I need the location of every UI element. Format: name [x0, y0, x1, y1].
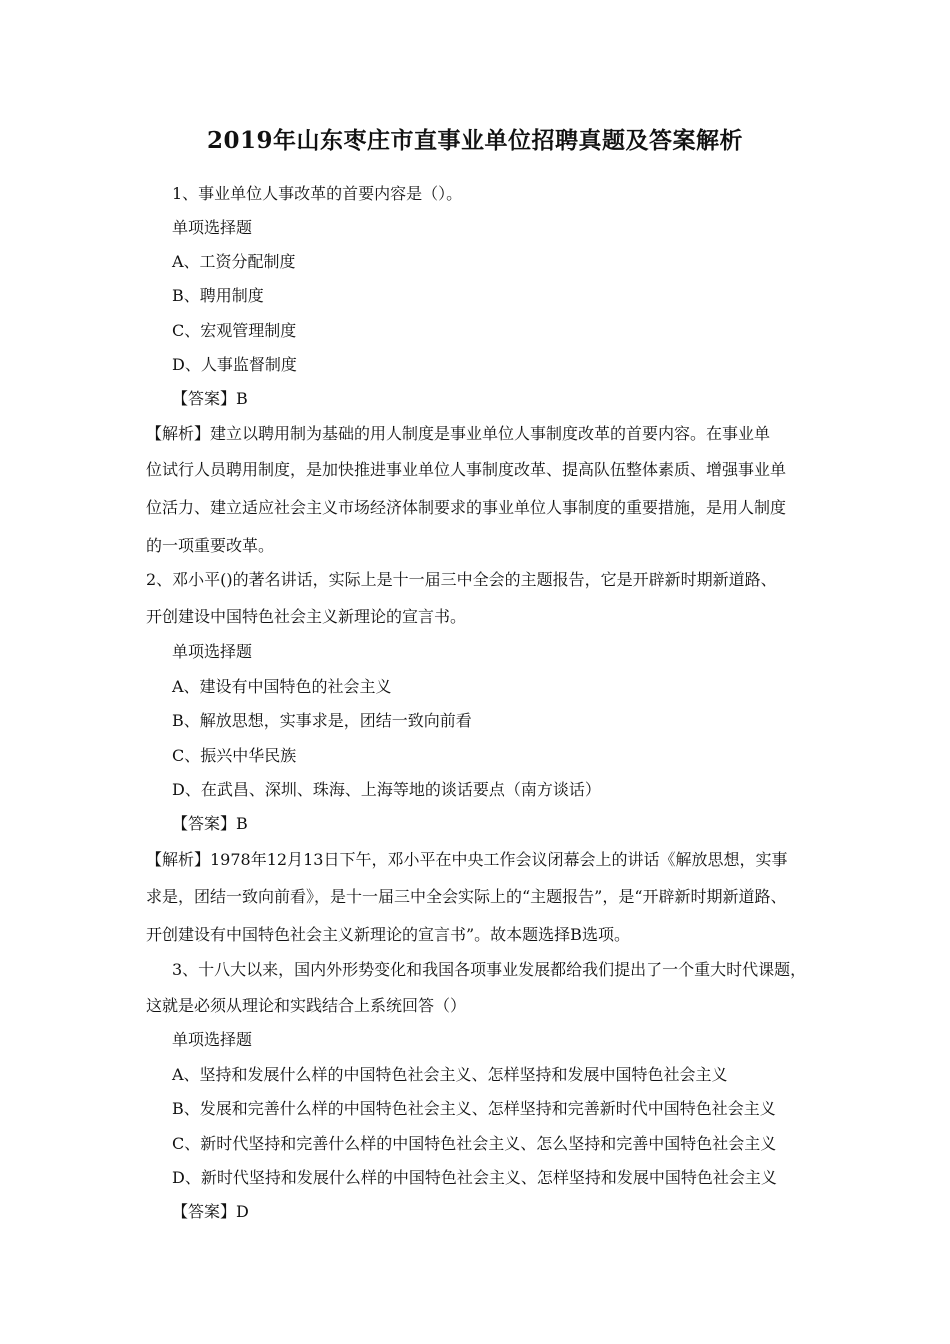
question-1-type: 单项选择题	[172, 218, 253, 237]
question-1-stem: 1、事业单位人事改革的首要内容是（）。	[172, 184, 463, 203]
question-3-option-c: C、新时代坚持和完善什么样的中国特色社会主义、怎么坚持和完善中国特色社会主义	[172, 1134, 777, 1153]
question-1-option-b: B、聘用制度	[172, 286, 264, 305]
question-3-option-a: A、坚持和发展什么样的中国特色社会主义、怎样坚持和发展中国特色社会主义	[172, 1065, 728, 1084]
question-1-option-d: D、人事监督制度	[172, 355, 297, 374]
question-2-answer: 【答案】B	[172, 814, 248, 833]
question-2-analysis-line: 开创建设有中国特色社会主义新理论的宣言书”。故本题选择B选项。	[146, 925, 630, 944]
question-2-option-b: B、解放思想，实事求是，团结一致向前看	[172, 711, 472, 730]
question-1-answer: 【答案】B	[172, 389, 248, 408]
question-3-stem: 这就是必须从理论和实践结合上系统回答（）	[146, 996, 467, 1015]
question-2-option-c: C、振兴中华民族	[172, 746, 297, 765]
question-1-analysis-line: 【解析】建立以聘用制为基础的用人制度是事业单位人事制度改革的首要内容。在事业单	[146, 424, 771, 443]
question-1-option-c: C、宏观管理制度	[172, 321, 297, 340]
question-1-option-a: A、工资分配制度	[172, 252, 296, 271]
question-3-answer: 【答案】D	[172, 1202, 249, 1221]
question-3-option-b: B、发展和完善什么样的中国特色社会主义、怎样坚持和完善新时代中国特色社会主义	[172, 1099, 776, 1118]
page-title: 2019年山东枣庄市直事业单位招聘真题及答案解析	[206, 127, 743, 154]
question-2-type: 单项选择题	[172, 642, 253, 661]
question-2-analysis-line: 【解析】1978年12月13日下午，邓小平在中央工作会议闭幕会上的讲话《解放思想，实事	[146, 850, 788, 869]
question-3-option-d: D、新时代坚持和发展什么样的中国特色社会主义、怎样坚持和发展中国特色社会主义	[172, 1168, 777, 1187]
question-2-analysis-line: 求是，团结一致向前看》，是十一届三中全会实际上的“主题报告”，是“开辟新时期新道路、	[146, 887, 787, 906]
question-2-stem: 2、邓小平()的著名讲话，实际上是十一届三中全会的主题报告，它是开辟新时期新道路、	[146, 570, 777, 589]
question-3-stem: 3、十八大以来，国内外形势变化和我国各项事业发展都给我们提出了一个重大时代课题，	[172, 960, 807, 979]
question-2-stem: 开创建设中国特色社会主义新理论的宣言书。	[146, 607, 467, 626]
question-2-option-d: D、在武昌、深圳、珠海、上海等地的谈话要点（南方谈话）	[172, 780, 601, 799]
question-1-analysis-line: 位试行人员聘用制度，是加快推进事业单位人事制度改革、提高队伍整体素质、增强事业单	[146, 460, 787, 479]
question-1-analysis-line: 的一项重要改革。	[146, 536, 275, 555]
question-2-option-a: A、建设有中国特色的社会主义	[172, 677, 392, 696]
question-3-type: 单项选择题	[172, 1030, 253, 1049]
question-1-analysis-line: 位活力、建立适应社会主义市场经济体制要求的事业单位人事制度的重要措施，是用人制度	[146, 498, 787, 517]
